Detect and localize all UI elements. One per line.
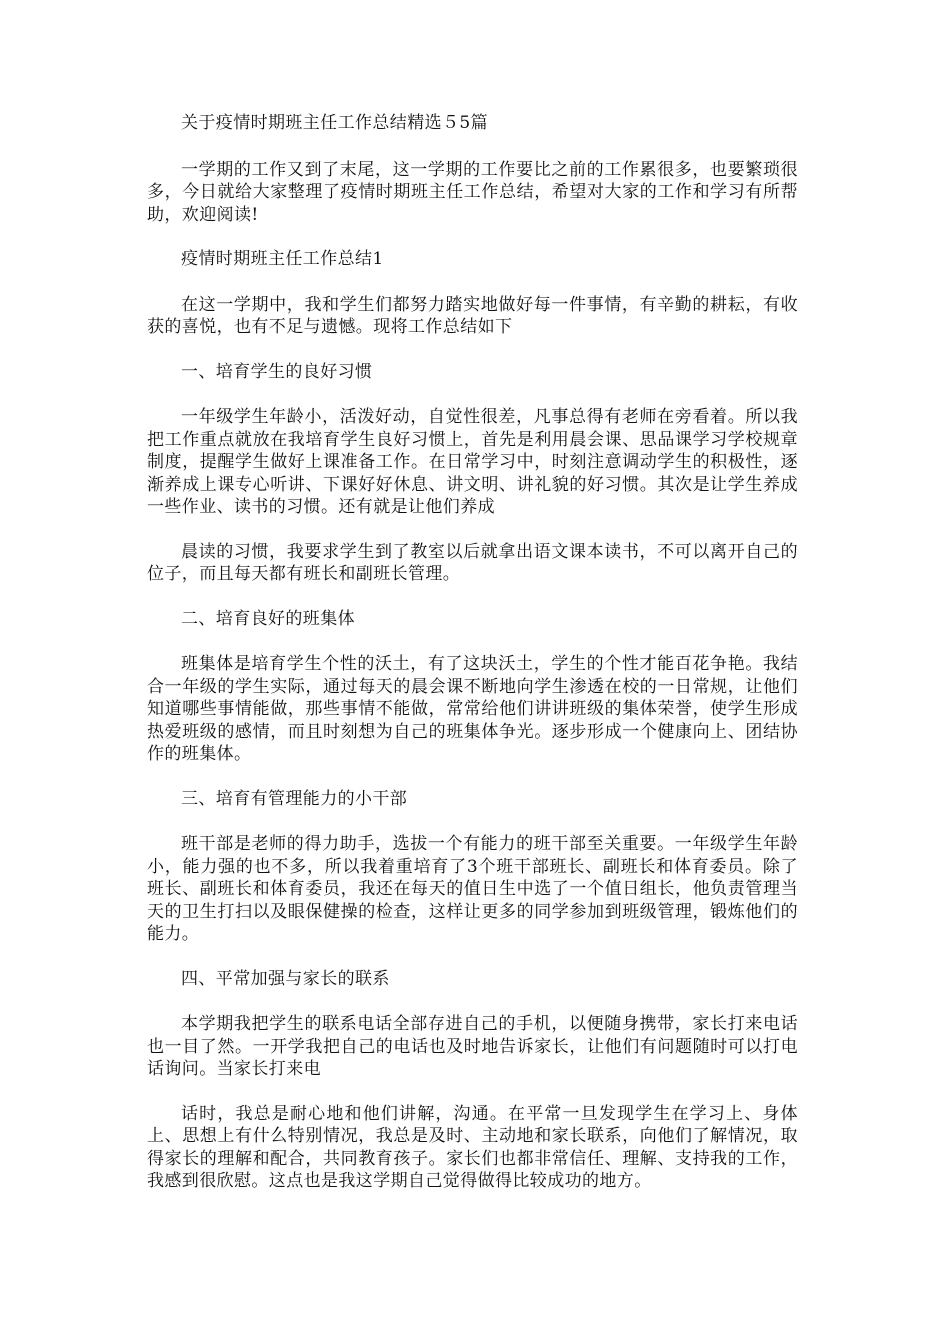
intro-paragraph: 一学期的工作又到了末尾，这一学期的工作要比之前的工作累很多，也要繁琐很多，今日就给大家整理了疫情时期班主任工作总结，希望对大家的工作和学习有所帮助，欢迎阅读! bbox=[147, 159, 798, 225]
body-paragraph: 一年级学生年龄小，活泼好动，自觉性很差，凡事总得有老师在旁看着。所以我把工作重点就放在我培育学生良好习惯上，首先是利用晨会课、思品课学习学校规章制度，提醒学生做好上课准备工作。在日常学习中，时刻注意调动学生的积极性，逐渐养成上课专心听讲、下课好好休息、讲文明、讲礼貌的好习惯。其次是让学生养成一些作业、读书的习惯。还有就是让他们养成 bbox=[147, 407, 798, 517]
section-heading: 四、平常加强与家长的联系 bbox=[181, 968, 390, 989]
document-body bbox=[147, 112, 798, 1193]
section-heading: 二、培育良好的班集体 bbox=[181, 608, 355, 629]
section-heading: 三、培育有管理能力的小干部 bbox=[181, 788, 408, 809]
body-paragraph: 班干部是老师的得力助手，选拔一个有能力的班干部至关重要。一年级学生年龄小，能力强的也不多，所以我着重培育了3个班干部班长、副班长和体育委员。除了班长、副班长和体育委员，我还在每天的值日生中选了一个值日组长，他负责管理当天的卫生打扫以及眼保健操的检查，这样让更多的同学参加到班级管理，锻炼他们的能力。 bbox=[147, 834, 798, 944]
section-heading: 一、培育学生的良好习惯 bbox=[181, 361, 373, 382]
body-paragraph: 晨读的习惯，我要求学生到了教室以后就拿出语文课本读书，不可以离开自己的位子，而且每天都有班长和副班长管理。 bbox=[147, 541, 798, 584]
body-paragraph: 班集体是培育学生个性的沃土，有了这块沃土，学生的个性才能百花争艳。我结合一年级的学生实际，通过每天的晨会课不断地向学生渗透在校的一日常规，让他们知道哪些事情能做，那些事情不能做，常常给他们讲讲班级的集体荣誉，使学生形成热爱班级的感情，而且时刻想为自己的班集体争光。逐步形成一个健康向上、团结协作的班集体。 bbox=[147, 654, 798, 764]
section-heading: 疫情时期班主任工作总结1 bbox=[181, 249, 384, 269]
document-title: 关于疫情时期班主任工作总结精选５5篇 bbox=[181, 113, 489, 133]
body-paragraph: 在这一学期中，我和学生们都努力踏实地做好每一件事情，有辛勤的耕耘，有收获的喜悦，也有不足与遗憾。现将工作总结如下 bbox=[147, 294, 798, 337]
body-paragraph: 话时，我总是耐心地和他们讲解，沟通。在平常一旦发现学生在学习上、身体上、思想上有什么特别情况，我总是及时、主动地和家长联系，向他们了解情况，取得家长的理解和配合，共同教育孩子。家长们也都非常信任、理解、支持我的工作，我感到很欣慰。这点也是我这学期自己觉得做得比较成功的地方。 bbox=[147, 1103, 798, 1191]
body-paragraph: 本学期我把学生的联系电话全部存进自己的手机，以便随身携带，家长打来电话也一目了然。一开学我把自己的电话也及时地告诉家长，让他们有问题随时可以打电话询问。当家长打来电 bbox=[147, 1014, 798, 1079]
